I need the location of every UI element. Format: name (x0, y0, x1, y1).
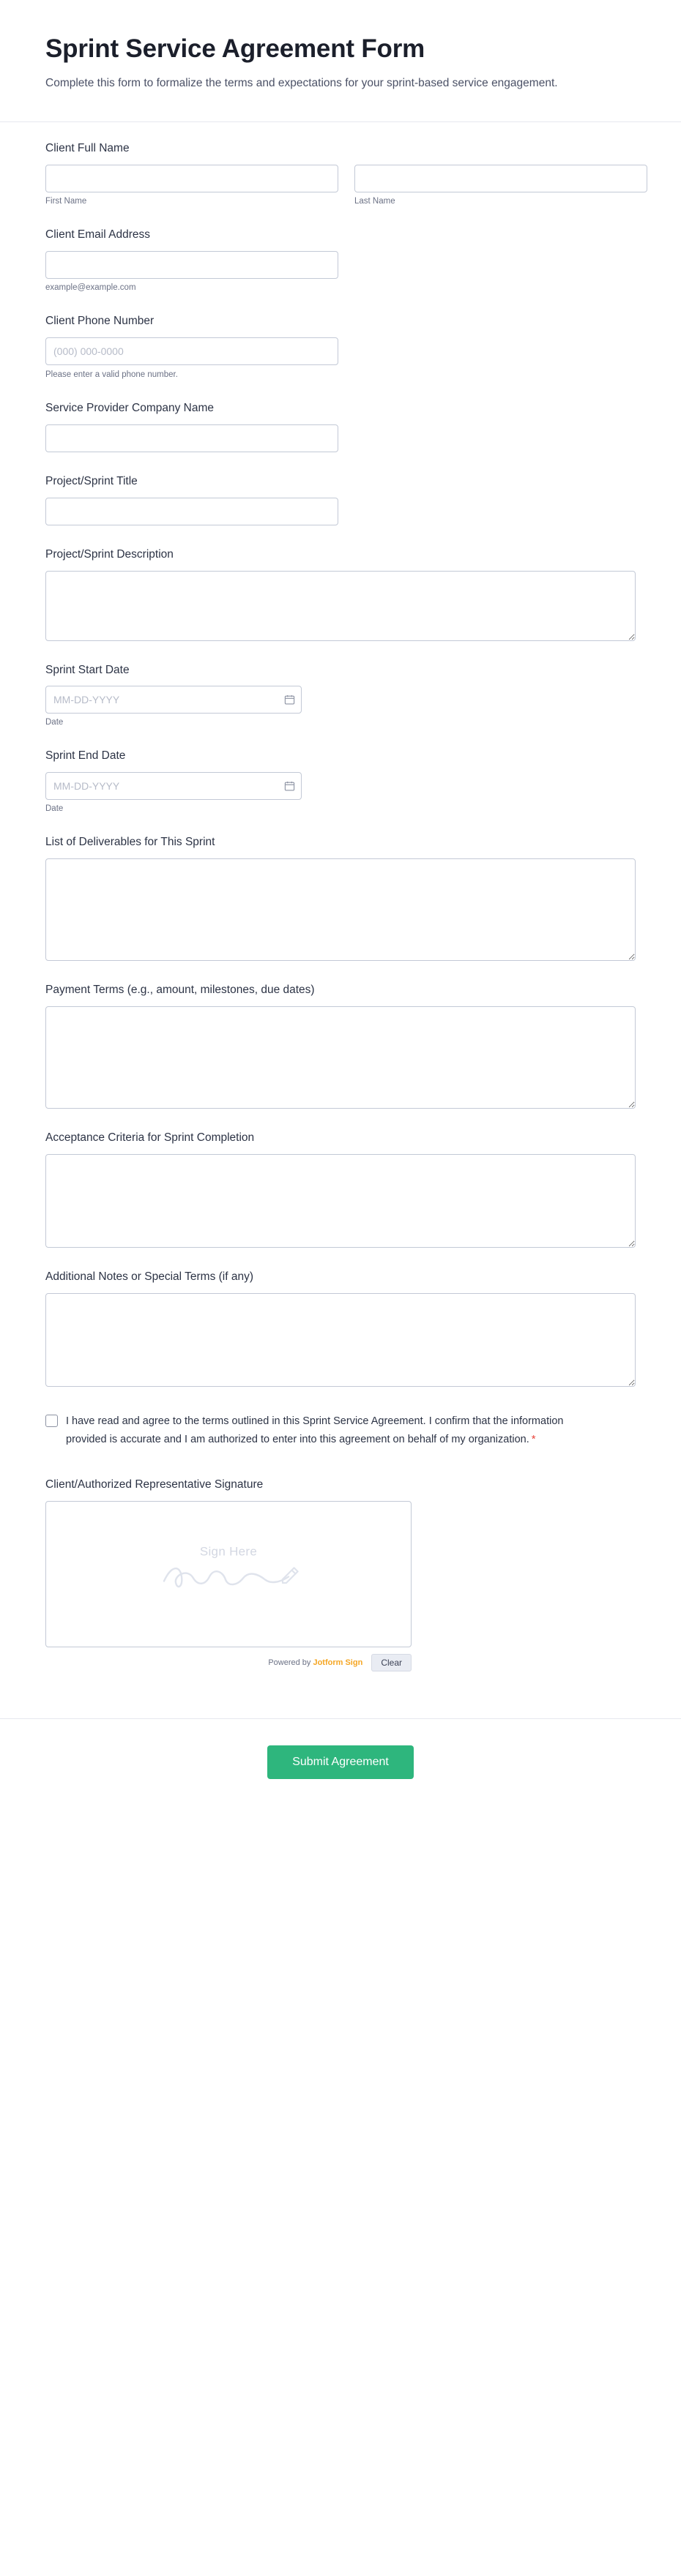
jotform-sign-brand: Jotform Sign (313, 1658, 363, 1667)
pen-icon (279, 1565, 301, 1587)
field-terms-agreement (45, 1413, 636, 1448)
project-title-input[interactable] (45, 498, 338, 525)
sprint-end-label: Sprint End Date (45, 749, 126, 763)
field-sprint-start-date (45, 663, 636, 727)
signature-canvas[interactable] (45, 1501, 412, 1647)
signature-placeholder (46, 1545, 411, 1598)
field-payment-terms (45, 983, 636, 1109)
powered-by-text (268, 1658, 362, 1667)
client-email-sublabel: example@example.com (45, 282, 136, 292)
payment-terms-label: Payment Terms (e.g., amount, milestones, due dates) (45, 984, 315, 997)
required-marker: * (531, 1432, 536, 1445)
form-header (0, 0, 681, 122)
sprint-end-wrap (45, 772, 302, 800)
sign-here-text: Sign Here (199, 1544, 258, 1559)
first-name-col (45, 165, 338, 206)
page-title: Sprint Service Agreement Form (45, 34, 425, 63)
sprint-start-wrap (45, 686, 302, 714)
project-title-label: Project/Sprint Title (45, 474, 138, 487)
field-signature (45, 1478, 636, 1671)
field-client-email (45, 228, 636, 292)
clear-signature-button[interactable]: Clear (371, 1654, 412, 1671)
field-client-full-name (45, 141, 636, 206)
sprint-start-input[interactable] (45, 686, 302, 714)
sprint-start-label: Sprint Start Date (45, 663, 130, 676)
project-description-label: Project/Sprint Description (45, 547, 174, 561)
name-row (45, 165, 636, 206)
sprint-start-sublabel: Date (45, 718, 64, 727)
payment-terms-textarea[interactable] (45, 1006, 636, 1109)
terms-checkbox[interactable] (45, 1415, 58, 1427)
field-deliverables (45, 835, 636, 961)
project-description-textarea[interactable] (45, 571, 636, 641)
page-subtitle: Complete this form to formalize the terms and expectations for your sprint-based service engagement. (45, 77, 558, 89)
additional-notes-label: Additional Notes or Special Terms (if any) (45, 1270, 254, 1284)
last-name-sublabel: Last Name (354, 196, 395, 206)
additional-notes-textarea[interactable] (45, 1293, 636, 1387)
client-email-label: Client Email Address (45, 228, 151, 241)
field-sprint-end-date (45, 749, 636, 813)
client-phone-wrap (45, 337, 338, 379)
project-title-wrap (45, 498, 338, 525)
client-phone-hint: Please enter a valid phone number. (45, 370, 178, 379)
field-client-phone (45, 314, 636, 379)
deliverables-label: List of Deliverables for This Sprint (45, 836, 215, 849)
sprint-end-input[interactable] (45, 772, 302, 800)
deliverables-textarea[interactable] (45, 858, 636, 961)
acceptance-criteria-label: Acceptance Criteria for Sprint Completion (45, 1131, 255, 1145)
first-name-input[interactable] (45, 165, 338, 192)
submit-button[interactable]: Submit Agreement (267, 1745, 414, 1779)
last-name-col (354, 165, 647, 206)
client-phone-input[interactable] (45, 337, 338, 365)
signature-label: Client/Authorized Representative Signature (45, 1478, 264, 1491)
field-project-title (45, 474, 636, 525)
provider-company-wrap (45, 424, 338, 452)
sprint-end-sublabel: Date (45, 804, 64, 814)
field-additional-notes (45, 1270, 636, 1387)
field-provider-company (45, 401, 636, 452)
client-email-wrap (45, 251, 338, 292)
provider-company-input[interactable] (45, 424, 338, 452)
signature-footer (45, 1654, 412, 1671)
client-phone-label: Client Phone Number (45, 314, 155, 327)
form-body (0, 122, 681, 1693)
field-project-description (45, 547, 636, 641)
client-full-name-label: Client Full Name (45, 142, 130, 155)
field-acceptance-criteria (45, 1131, 636, 1248)
form-footer (0, 1718, 681, 1814)
last-name-input[interactable] (354, 165, 647, 192)
terms-text: I have read and agree to the terms outlined in this Sprint Service Agreement. I confirm that the information provided is accurate and I am authorized to enter into this agreement on behalf of my organization. (66, 1415, 564, 1445)
acceptance-criteria-textarea[interactable] (45, 1154, 636, 1248)
client-email-input[interactable] (45, 251, 338, 279)
powered-prefix: Powered by (268, 1658, 313, 1667)
terms-text-wrap (66, 1413, 593, 1448)
first-name-sublabel: First Name (45, 196, 87, 206)
provider-company-label: Service Provider Company Name (45, 401, 215, 414)
